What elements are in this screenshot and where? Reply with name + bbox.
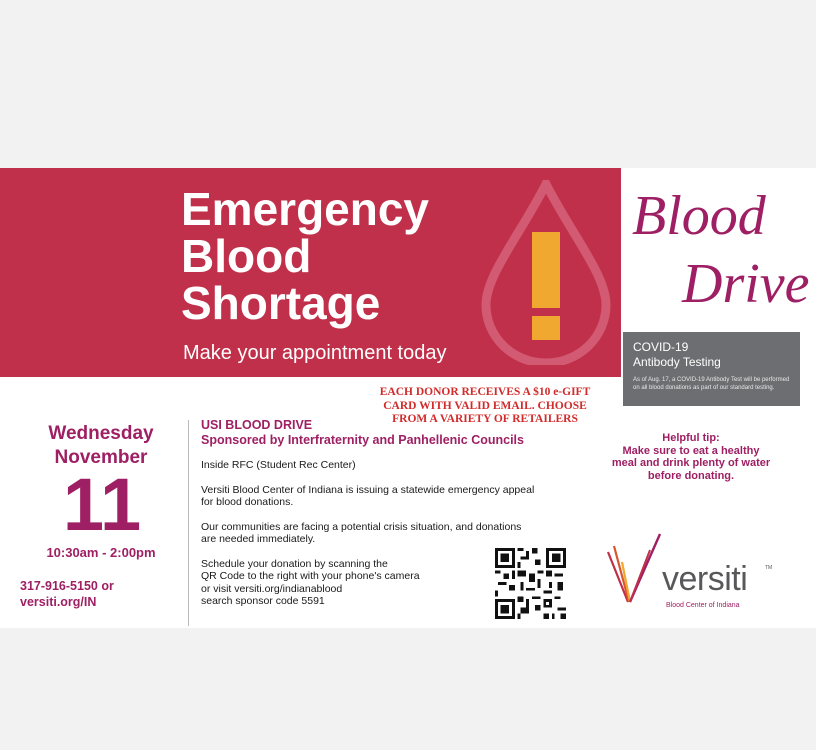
- covid-testing-box: [623, 332, 800, 406]
- versiti-tagline: Blood Center of Indiana: [666, 602, 740, 609]
- appeal-line: for blood donations.: [201, 496, 294, 508]
- gift-line: CARD WITH VALID EMAIL. CHOOSE: [383, 399, 587, 412]
- event-day: 11: [62, 463, 142, 546]
- contact-info: [20, 578, 114, 610]
- qr-code-icon[interactable]: [495, 548, 566, 619]
- column-divider: [188, 420, 189, 626]
- helpful-tip: [606, 432, 776, 482]
- event-month: November: [54, 447, 148, 468]
- headline-line: Blood: [181, 230, 312, 282]
- schedule-line: QR Code to the right with your phone's camera: [201, 570, 420, 582]
- covid-note: As of Aug. 17, a COVID-19 Antibody Test will be performed on all blood donations as part of our standard testing.: [633, 377, 790, 391]
- event-time: 10:30am - 2:00pm: [46, 545, 156, 560]
- appeal-line: Versiti Blood Center of Indiana is issuing a statewide emergency appeal: [201, 483, 535, 496]
- drive-title: USI BLOOD DRIVE: [201, 418, 313, 432]
- headline: [181, 183, 430, 329]
- contact-phone: 317-916-5150 or: [20, 579, 114, 593]
- blood-drop-warning-icon: [480, 180, 612, 365]
- blood-drive-line1: Blood: [632, 185, 766, 247]
- covid-subtitle: Antibody Testing: [633, 355, 721, 369]
- blood-drive-script-title: [620, 168, 816, 328]
- tip-line: meal and drink plenty of water: [611, 457, 771, 469]
- blood-drive-line2: Drive: [682, 253, 810, 315]
- tip-heading: Helpful tip:: [662, 432, 720, 444]
- schedule-line: search sponsor code 5591: [201, 595, 325, 607]
- emergency-banner: [0, 168, 621, 377]
- schedule-line[interactable]: or visit versiti.org/indianablood: [201, 582, 343, 595]
- covid-title: COVID-19: [633, 340, 689, 354]
- event-weekday: Wednesday: [48, 423, 154, 444]
- schedule-line: Schedule your donation by scanning the: [201, 557, 388, 570]
- headline-line: Emergency: [181, 183, 430, 235]
- banner-subheadline: Make your appointment today: [183, 342, 447, 364]
- blood-drive-flyer: [0, 168, 816, 628]
- contact-website[interactable]: versiti.org/IN: [20, 595, 97, 609]
- tip-line: before donating.: [647, 469, 735, 482]
- appeal-paragraph: [201, 484, 581, 509]
- gift-line: EACH DONOR RECEIVES A $10 e-GIFT: [379, 386, 591, 398]
- crisis-paragraph: [201, 521, 581, 546]
- versiti-logo-wordmark: versiti: [662, 560, 748, 598]
- drive-location: Inside RFC (Student Rec Center): [201, 459, 356, 471]
- headline-line: Shortage: [181, 277, 381, 329]
- drive-sponsor: Sponsored by Interfraternity and Panhellenic Councils: [201, 432, 524, 447]
- gift-line: FROM A VARIETY OF RETAILERS: [392, 413, 578, 425]
- versiti-trademark: TM: [765, 565, 773, 571]
- tip-line: Make sure to eat a healthy: [622, 444, 760, 457]
- versiti-logo-mark-icon: [604, 532, 664, 604]
- crisis-line: are needed immediately.: [201, 533, 316, 545]
- crisis-line: Our communities are facing a potential crisis situation, and donations: [201, 520, 522, 533]
